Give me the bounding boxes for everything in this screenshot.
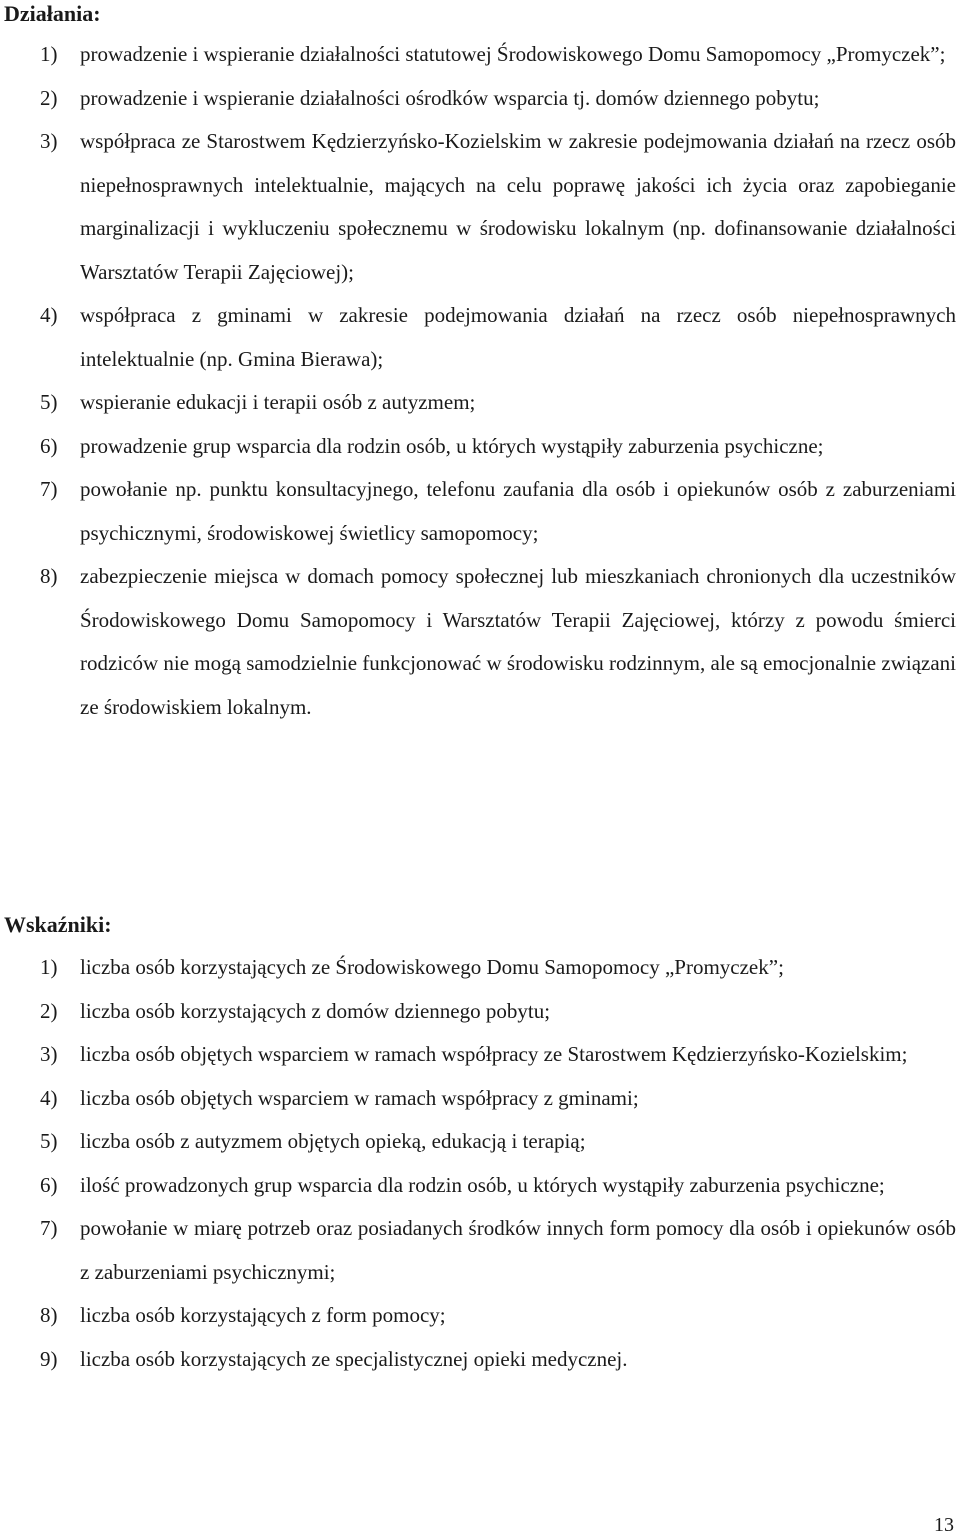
list-item <box>0 120 960 294</box>
item-text: liczba osób objętych wsparciem w ramach współpracy z gminami; <box>80 1085 639 1110</box>
item-text: prowadzenie i wspieranie działalności ośrodków wsparcia tj. domów dziennego pobytu; <box>80 85 820 110</box>
list-item <box>0 946 960 990</box>
item-number: 2) <box>40 85 58 110</box>
list-item <box>0 1294 960 1338</box>
item-text: współpraca z gminami w zakresie podejmowania działań na rzecz osób niepełnosprawnych intelektualnie (np. Gmina Bierawa); <box>80 303 956 371</box>
item-text: liczba osób korzystających z domów dziennego pobytu; <box>80 998 551 1023</box>
list-item <box>0 1120 960 1164</box>
list-item <box>0 1077 960 1121</box>
list-item <box>0 555 960 729</box>
list-item <box>0 1338 960 1382</box>
item-text: powołanie np. punktu konsultacyjnego, telefonu zaufania dla osób i opiekunów osób z zaburzeniami psychicznymi, środowiskowej świetlicy samopomocy; <box>80 477 956 545</box>
list-item <box>0 381 960 425</box>
item-number: 4) <box>40 1085 58 1110</box>
list-item <box>0 1164 960 1208</box>
item-text: współpraca ze Starostwem Kędzierzyńsko-Kozielskim w zakresie podejmowania działań na rzecz osób niepełnosprawnych intelektualnie, mających na celu poprawę jakości ich życia oraz zapobieganie marginalizacji i wykluczeniu społecznemu w środowisku lokalnym (np. dofinansowanie działalności Warsztatów Terapii Zajęciowej); <box>80 129 956 284</box>
list-item <box>0 1207 960 1294</box>
item-number: 1) <box>40 42 58 66</box>
item-text: zabezpieczenie miejsca w domach pomocy społecznej lub mieszkaniach chronionych dla uczestników Środowiskowego Domu Samopomocy i Warsztatów Terapii Zajęciowej, którzy z powodu śmierci rodziców nie mogą samodzielnie funkcjonować w środowisku rodzinnym, ale są emocjonalnie związani ze środowiskiem lokalnym. <box>80 564 956 719</box>
item-text: powołanie w miarę potrzeb oraz posiadanych środków innych form pomocy dla osób i opiekunów osób z zaburzeniami psychicznymi; <box>80 1216 956 1284</box>
list-item <box>0 425 960 469</box>
item-number: 8) <box>40 564 58 588</box>
item-number: 9) <box>40 1346 58 1371</box>
indicators-list <box>0 946 960 1381</box>
list-item <box>0 294 960 381</box>
actions-list <box>0 33 960 729</box>
item-number: 4) <box>40 303 58 327</box>
item-text: liczba osób z autyzmem objętych opieką, edukacją i terapią; <box>80 1129 586 1153</box>
item-text: liczba osób korzystających ze Środowiskowego Domu Samopomocy „Promyczek”; <box>80 955 784 979</box>
item-number: 8) <box>40 1303 58 1327</box>
list-item <box>0 1033 960 1077</box>
item-text: wspieranie edukacji i terapii osób z autyzmem; <box>80 390 476 414</box>
item-number: 3) <box>40 129 58 153</box>
indicators-heading: Wskaźniki: <box>4 912 112 937</box>
list-item <box>0 77 960 121</box>
item-number: 6) <box>40 1172 58 1197</box>
item-text: prowadzenie grup wsparcia dla rodzin osób, u których wystąpiły zaburzenia psychiczne; <box>80 433 824 458</box>
item-text: liczba osób korzystających z form pomocy; <box>80 1303 446 1327</box>
item-text: liczba osób korzystających ze specjalistycznej opieki medycznej. <box>80 1346 628 1371</box>
actions-heading: Działania: <box>4 1 101 26</box>
item-text: liczba osób objętych wsparciem w ramach współpracy ze Starostwem Kędzierzyńsko-Kozielskim; <box>80 1042 908 1066</box>
item-number: 3) <box>40 1042 58 1066</box>
item-number: 7) <box>40 1216 58 1240</box>
item-number: 1) <box>40 955 58 979</box>
item-text: prowadzenie i wspieranie działalności statutowej Środowiskowego Domu Samopomocy „Promyczek”; <box>80 42 946 66</box>
list-item <box>0 468 960 555</box>
item-number: 7) <box>40 477 58 501</box>
item-number: 5) <box>40 1129 58 1153</box>
list-item <box>0 33 960 77</box>
page-number: 13 <box>934 1514 954 1536</box>
item-number: 5) <box>40 390 58 414</box>
item-number: 6) <box>40 433 58 458</box>
list-item <box>0 990 960 1034</box>
item-number: 2) <box>40 998 58 1023</box>
item-text: ilość prowadzonych grup wsparcia dla rodzin osób, u których wystąpiły zaburzenia psychiczne; <box>80 1172 885 1197</box>
